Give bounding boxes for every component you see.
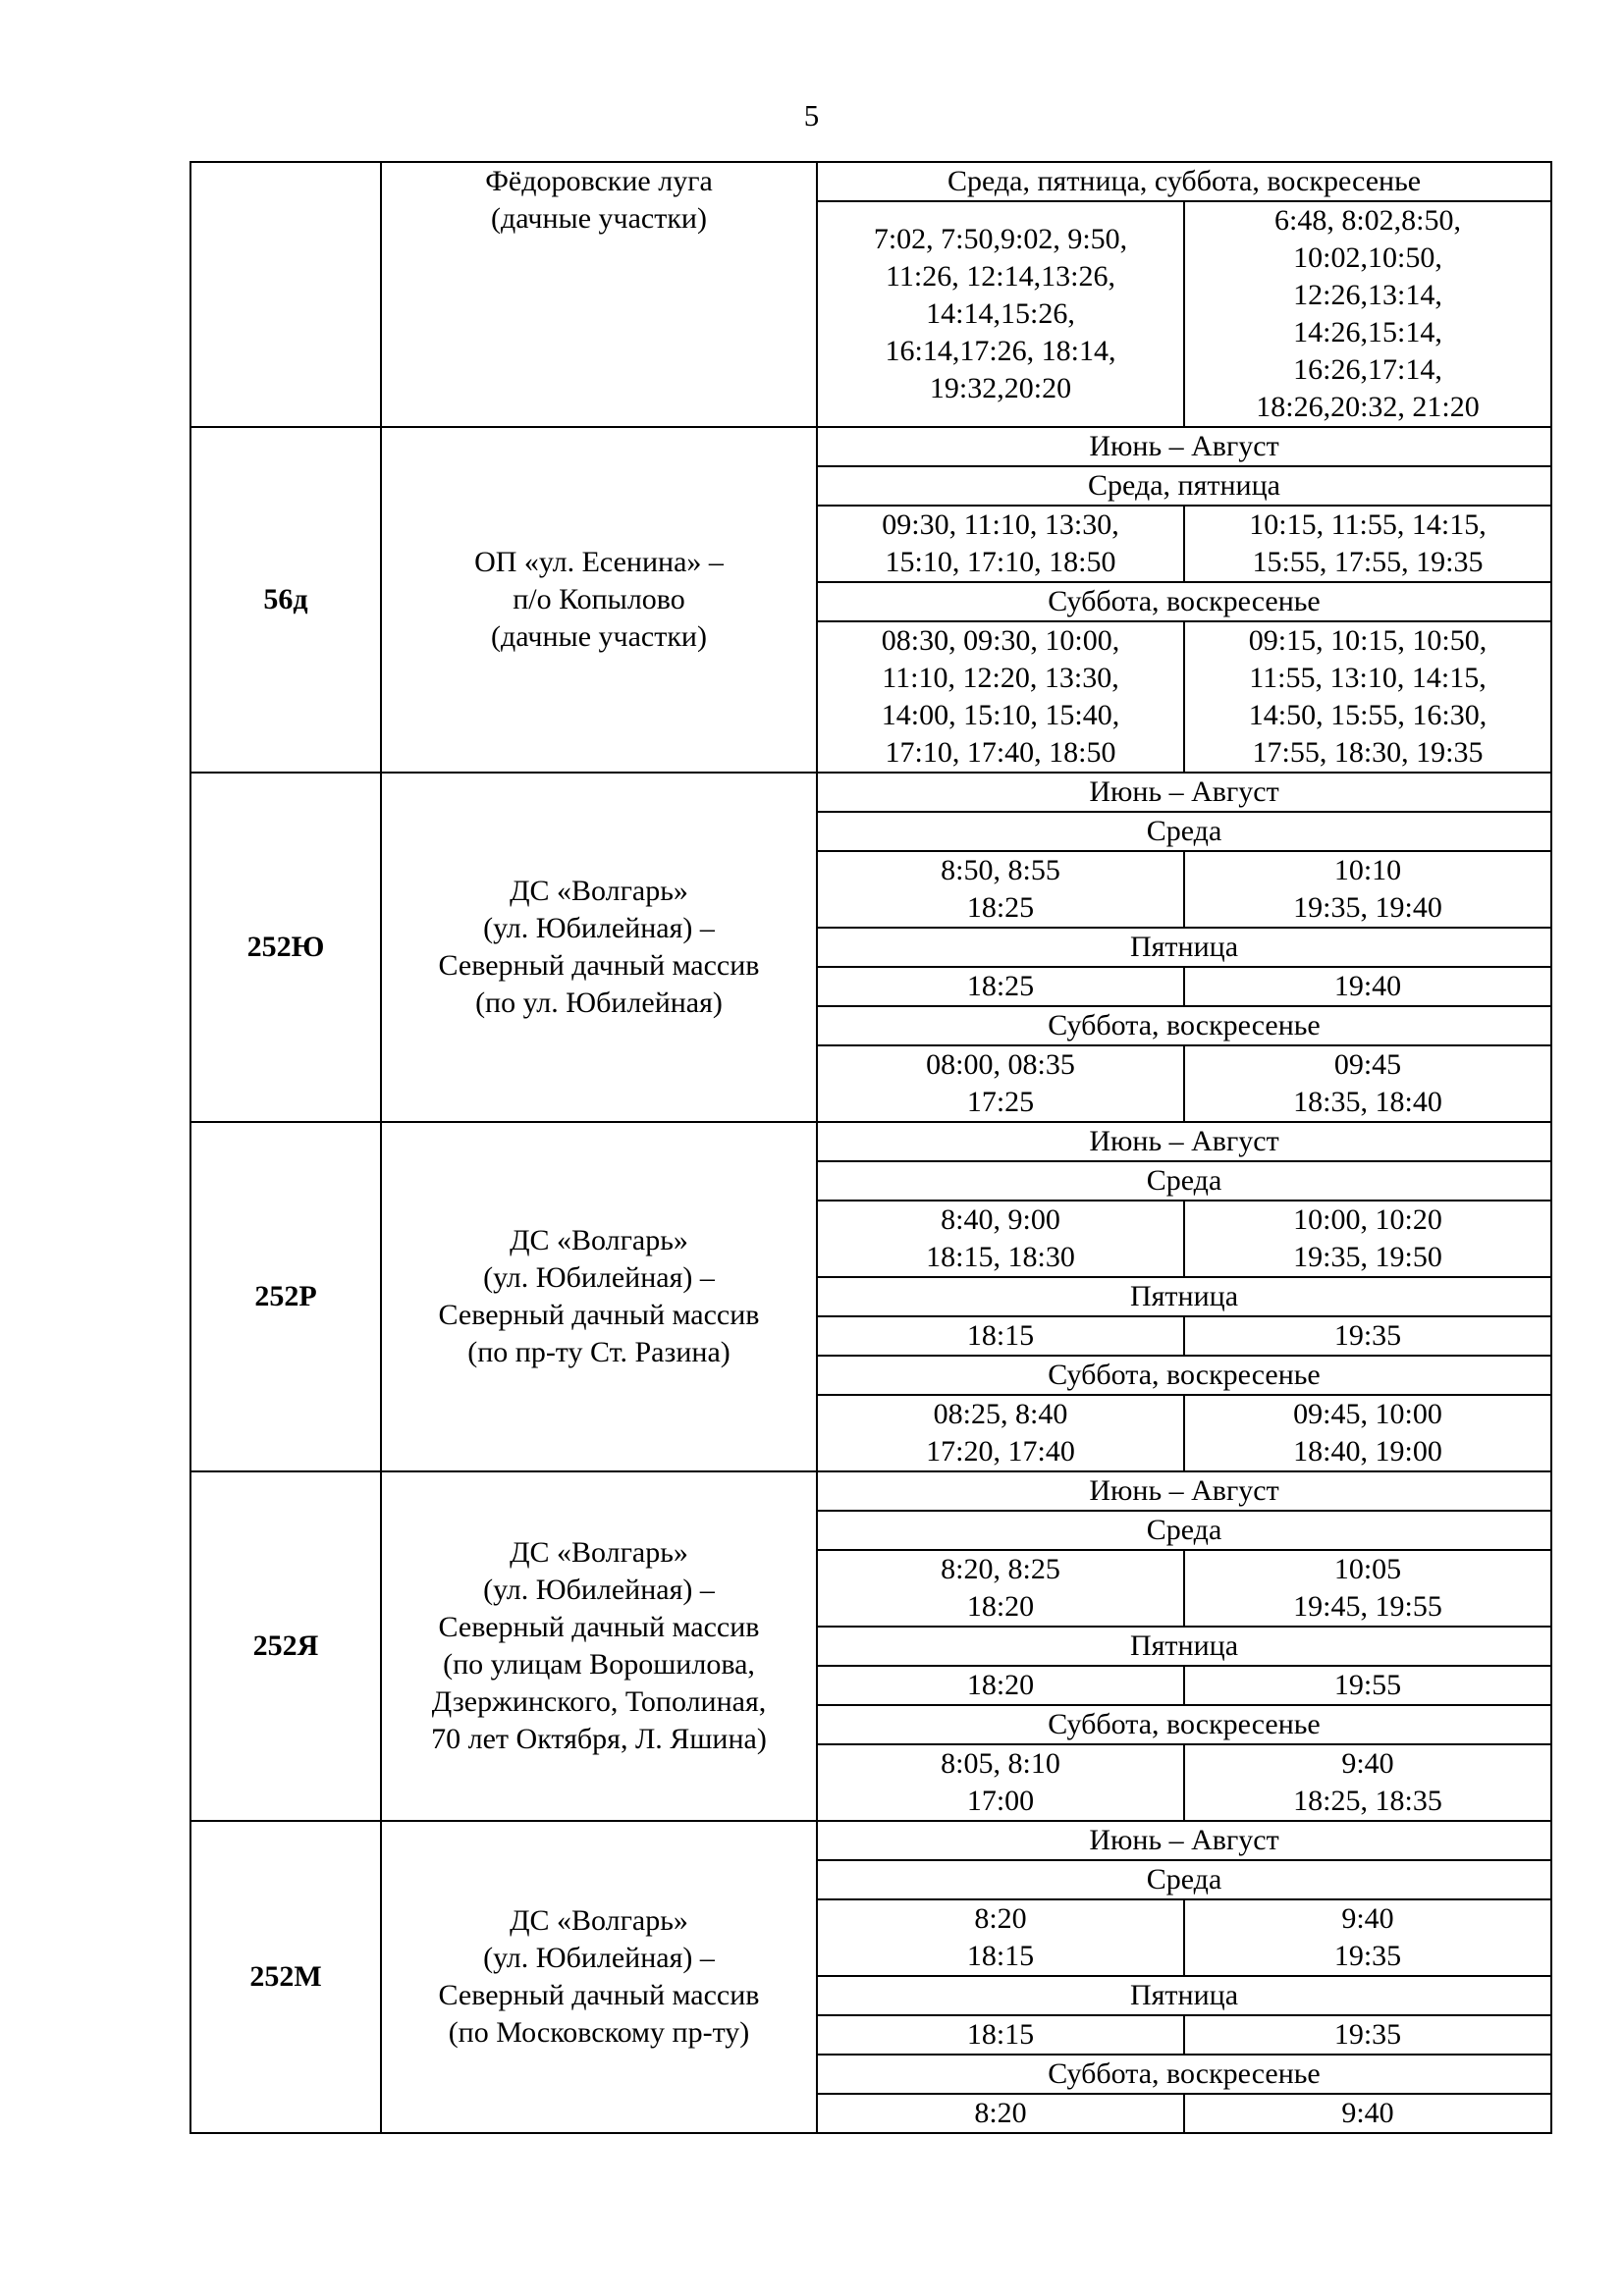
- time-line: 19:40: [1333, 970, 1402, 1002]
- time-line: 18:15, 18:30: [926, 1241, 1075, 1273]
- time-line: 12:26,13:14,: [1293, 279, 1442, 311]
- period-row: [190, 1122, 1551, 1161]
- route-name-line: ДС «Волгарь»: [510, 1224, 688, 1256]
- period-header: Июнь – Август: [817, 427, 1551, 466]
- time-line: 19:32,20:20: [929, 372, 1072, 404]
- departure-times-outbound: [817, 1316, 1184, 1356]
- route-name-line: Северный дачный массив: [438, 1611, 760, 1643]
- time-line: 10:00, 10:20: [1293, 1203, 1442, 1236]
- time-line: 17:10, 17:40, 18:50: [885, 736, 1116, 769]
- route-name-line: (по улицам Ворошилова,: [443, 1648, 755, 1681]
- time-line: 08:30, 09:30, 10:00,: [881, 624, 1120, 657]
- time-line: 18:25, 18:35: [1293, 1785, 1442, 1817]
- departure-times-outbound: [817, 1550, 1184, 1627]
- period-row: [190, 1471, 1551, 1511]
- time-line: 18:26,20:32, 21:20: [1256, 391, 1480, 423]
- route-name-line: Северный дачный массив: [438, 949, 760, 982]
- period-header: Июнь – Август: [817, 1821, 1551, 1860]
- time-line: 8:20, 8:25: [941, 1553, 1060, 1585]
- departure-times-outbound: [817, 1744, 1184, 1821]
- days-header: Суббота, воскресенье: [817, 1705, 1551, 1744]
- days-header: Суббота, воскресенье: [817, 1356, 1551, 1395]
- time-line: 18:25: [966, 891, 1035, 924]
- time-line: 17:00: [966, 1785, 1035, 1817]
- time-line: 19:35: [1333, 1940, 1402, 1972]
- route-name-line: 70 лет Октября, Л. Яшина): [431, 1723, 767, 1755]
- route-number: 252Ю: [190, 773, 381, 1122]
- time-line: 7:02, 7:50,9:02, 9:50,: [873, 223, 1128, 255]
- route-name-line: (по пр-ту Ст. Разина): [467, 1336, 730, 1368]
- time-line: 11:55, 13:10, 14:15,: [1249, 662, 1487, 694]
- departure-times-outbound: [817, 1666, 1184, 1705]
- time-line: 08:25, 8:40: [933, 1398, 1068, 1430]
- route-name-line: (по Московскому пр-ту): [448, 2016, 750, 2049]
- time-line: 19:35, 19:40: [1293, 891, 1442, 924]
- time-line: 18:25: [966, 970, 1035, 1002]
- departure-times-outbound: [817, 1899, 1184, 1976]
- route-name: [381, 162, 817, 427]
- time-line: 09:15, 10:15, 10:50,: [1248, 624, 1488, 657]
- time-line: 14:26,15:14,: [1293, 316, 1442, 348]
- departure-times-outbound: [817, 851, 1184, 928]
- time-line: 6:48, 8:02,8:50,: [1274, 204, 1462, 237]
- time-line: 19:55: [1333, 1669, 1402, 1701]
- time-line: 9:40: [1341, 2097, 1394, 2129]
- time-line: 16:14,17:26, 18:14,: [885, 335, 1116, 367]
- time-line: 18:20: [966, 1590, 1035, 1623]
- route-name-line: ДС «Волгарь»: [510, 1904, 688, 1937]
- days-header: Пятница: [817, 1277, 1551, 1316]
- departure-times-outbound: [817, 2015, 1184, 2055]
- time-line: 17:55, 18:30, 19:35: [1252, 736, 1484, 769]
- route-name-line: (дачные участки): [491, 620, 707, 653]
- time-line: 18:15: [966, 1940, 1035, 1972]
- route-number: 56д: [190, 427, 381, 773]
- time-line: 10:15, 11:55, 14:15,: [1249, 508, 1487, 541]
- departure-times-outbound: [817, 967, 1184, 1006]
- time-line: 18:20: [966, 1669, 1035, 1701]
- departure-times-outbound: [817, 621, 1184, 773]
- time-line: 10:10: [1333, 854, 1402, 886]
- departure-times-outbound: [817, 1045, 1184, 1122]
- time-line: 10:05: [1333, 1553, 1402, 1585]
- route-name: [381, 1821, 817, 2133]
- departure-times-return: [1184, 1666, 1551, 1705]
- departure-times-return: [1184, 1201, 1551, 1277]
- route-name: [381, 427, 817, 773]
- period-header: Июнь – Август: [817, 1471, 1551, 1511]
- departure-times-return: [1184, 1550, 1551, 1627]
- period-row: [190, 773, 1551, 812]
- departure-times-return: [1184, 201, 1551, 427]
- departure-times-return: [1184, 621, 1551, 773]
- time-line: 09:45: [1333, 1048, 1402, 1081]
- schedule-table-container: [189, 161, 1550, 2134]
- departure-times-return: [1184, 2094, 1551, 2133]
- route-name-line: (по ул. Юбилейная): [475, 987, 723, 1019]
- period-header: Июнь – Август: [817, 773, 1551, 812]
- route-name-line: ДС «Волгарь»: [510, 1536, 688, 1569]
- time-line: 19:35: [1333, 2018, 1402, 2051]
- days-row: [190, 162, 1551, 201]
- days-header: Суббота, воскресенье: [817, 582, 1551, 621]
- departure-times-return: [1184, 1395, 1551, 1471]
- route-number: 252Р: [190, 1122, 381, 1471]
- departure-times-outbound: [817, 1201, 1184, 1277]
- time-line: 19:35: [1333, 1319, 1402, 1352]
- days-header: Среда: [817, 1511, 1551, 1550]
- departure-times-outbound: [817, 201, 1184, 427]
- time-line: 9:40: [1341, 1902, 1394, 1935]
- time-line: 11:26, 12:14,13:26,: [886, 260, 1115, 293]
- time-line: 8:20: [974, 2097, 1027, 2129]
- route-name: [381, 1471, 817, 1821]
- departure-times-outbound: [817, 506, 1184, 582]
- route-name: [381, 1122, 817, 1471]
- route-number: 252Я: [190, 1471, 381, 1821]
- days-header: Среда, пятница, суббота, воскресенье: [817, 162, 1551, 201]
- departure-times-return: [1184, 506, 1551, 582]
- time-line: 14:50, 15:55, 16:30,: [1248, 699, 1488, 731]
- days-header: Суббота, воскресенье: [817, 1006, 1551, 1045]
- time-line: 18:35, 18:40: [1293, 1086, 1442, 1118]
- days-header: Суббота, воскресенье: [817, 2055, 1551, 2094]
- time-line: 14:00, 15:10, 15:40,: [881, 699, 1120, 731]
- time-line: 18:15: [966, 2018, 1035, 2051]
- route-name-line: ДС «Волгарь»: [510, 875, 688, 907]
- period-header: Июнь – Август: [817, 1122, 1551, 1161]
- time-line: 18:15: [966, 1319, 1035, 1352]
- time-line: 09:30, 11:10, 13:30,: [882, 508, 1119, 541]
- route-name-line: Фёдоровские луга: [485, 165, 713, 197]
- route-name-line: (ул. Юбилейная) –: [483, 1261, 715, 1294]
- time-line: 19:45, 19:55: [1293, 1590, 1442, 1623]
- departure-times-outbound: [817, 2094, 1184, 2133]
- time-line: 18:40, 19:00: [1293, 1435, 1442, 1468]
- departure-times-return: [1184, 1316, 1551, 1356]
- route-name-line: (дачные участки): [491, 202, 707, 235]
- departure-times-return: [1184, 851, 1551, 928]
- departure-times-return: [1184, 1744, 1551, 1821]
- page-number: 5: [803, 98, 820, 133]
- route-name-line: Северный дачный массив: [438, 1299, 760, 1331]
- period-row: [190, 427, 1551, 466]
- route-name-line: п/о Копылово: [513, 583, 685, 615]
- route-number: 252М: [190, 1821, 381, 2133]
- time-line: 8:20: [974, 1902, 1027, 1935]
- time-line: 14:14,15:26,: [926, 297, 1075, 330]
- days-header: Пятница: [817, 928, 1551, 967]
- days-header: Пятница: [817, 1976, 1551, 2015]
- departure-times-outbound: [817, 1395, 1184, 1471]
- time-line: 11:10, 12:20, 13:30,: [882, 662, 1119, 694]
- route-name-line: ОП «ул. Есенина» –: [474, 546, 724, 578]
- time-line: 16:26,17:14,: [1293, 353, 1442, 386]
- route-name-line: Северный дачный массив: [438, 1979, 760, 2011]
- route-name-line: (ул. Юбилейная) –: [483, 912, 715, 944]
- period-row: [190, 1821, 1551, 1860]
- time-line: 15:10, 17:10, 18:50: [885, 546, 1116, 578]
- route-name: [381, 773, 817, 1122]
- time-line: 8:50, 8:55: [941, 854, 1060, 886]
- days-header: Среда: [817, 812, 1551, 851]
- time-line: 9:40: [1341, 1747, 1394, 1780]
- time-line: 17:25: [966, 1086, 1035, 1118]
- schedule-table: [189, 161, 1552, 2134]
- route-name-line: (ул. Юбилейная) –: [483, 1942, 715, 1974]
- days-header: Среда: [817, 1860, 1551, 1899]
- days-header: Пятница: [817, 1627, 1551, 1666]
- time-line: 15:55, 17:55, 19:35: [1252, 546, 1484, 578]
- time-line: 08:00, 08:35: [926, 1048, 1075, 1081]
- departure-times-return: [1184, 2015, 1551, 2055]
- route-name-line: (ул. Юбилейная) –: [483, 1574, 715, 1606]
- days-header: Среда, пятница: [817, 466, 1551, 506]
- departure-times-return: [1184, 1899, 1551, 1976]
- time-line: 19:35, 19:50: [1293, 1241, 1442, 1273]
- departure-times-return: [1184, 1045, 1551, 1122]
- time-line: 09:45, 10:00: [1293, 1398, 1442, 1430]
- time-line: 17:20, 17:40: [926, 1435, 1075, 1468]
- schedule-body: [190, 162, 1551, 2133]
- departure-times-return: [1184, 967, 1551, 1006]
- time-line: 8:40, 9:00: [941, 1203, 1060, 1236]
- days-header: Среда: [817, 1161, 1551, 1201]
- route-name-line: Дзержинского, Тополиная,: [431, 1685, 767, 1718]
- time-line: 8:05, 8:10: [941, 1747, 1060, 1780]
- route-number: [190, 162, 381, 427]
- time-line: 10:02,10:50,: [1293, 241, 1442, 274]
